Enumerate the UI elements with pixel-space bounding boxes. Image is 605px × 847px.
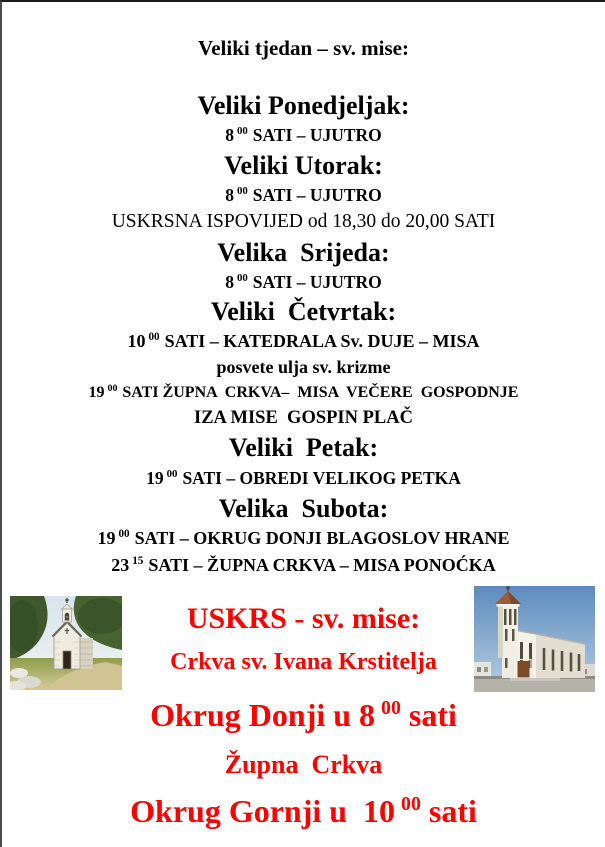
- hour-value: 23: [111, 555, 130, 575]
- friday-rites-time: [2, 464, 605, 492]
- hour-value: 10: [127, 331, 146, 351]
- time-text: SATI – UJUTRO: [252, 125, 382, 145]
- time-text: SATI – ŽUPNA CRKVA – MISA PONOĆKA: [148, 555, 496, 575]
- time-text: SATI – UJUTRO: [252, 272, 382, 292]
- thursday-cathedral-mass: [2, 328, 605, 354]
- minutes-superscript: 00: [401, 793, 421, 816]
- church-name-zupna-crkva: Župna Crkva: [224, 750, 383, 779]
- mass-text-end: sati: [408, 697, 457, 733]
- minutes-superscript: 00: [148, 331, 160, 343]
- saturday-blessing-time: [2, 525, 605, 552]
- mass-text: Okrug Donji u 8: [150, 697, 376, 733]
- heading-veliki-ponedjeljak: Veliki Ponedjeljak:: [197, 91, 410, 120]
- time-text: SATI ŽUPNA CRKVA– MISA VEČERE GOSPODNJE: [122, 384, 519, 401]
- mass-text: Okrug Gornji u 10: [130, 793, 396, 829]
- parish-church-photo: [474, 586, 595, 692]
- thursday-parish-mass: [2, 380, 605, 405]
- time-text: SATI – OKRUG DONJI BLAGOSLOV HRANE: [134, 528, 510, 548]
- heading-velika-srijeda: Velika Srijeda:: [217, 238, 390, 267]
- time-text: SATI – OBREDI VELIKOG PETKA: [182, 468, 461, 488]
- stone-chapel-photo: [10, 596, 122, 690]
- church-name-ivana-krstitelja: Crkva sv. Ivana Krstitelja: [170, 649, 437, 675]
- saturday-vigil-time: [2, 552, 605, 579]
- hour-value: 8: [225, 125, 234, 145]
- time-text: SATI – KATEDRALA Sv. DUJE – MISA: [164, 331, 480, 351]
- minutes-superscript: 00: [107, 382, 118, 394]
- heading-velika-subota: Velika Subota:: [218, 494, 389, 523]
- okrug-donji-mass-time: [2, 693, 605, 737]
- hour-value: 19: [88, 384, 105, 401]
- minutes-superscript: 00: [381, 697, 401, 720]
- hour-value: 19: [97, 528, 116, 548]
- hour-value: 19: [146, 468, 164, 488]
- okrug-gornji-mass-time: [2, 789, 605, 833]
- minutes-superscript: 00: [236, 125, 248, 138]
- easter-confession-line: USKRSNA ISPOVIJED od 18,30 do 20,00 SATI: [111, 211, 496, 232]
- time-text: SATI – UJUTRO: [252, 185, 382, 205]
- thursday-chrism-note: posvete ulja sv. krizme: [216, 357, 391, 377]
- page-title: Veliki tjedan – sv. mise:: [198, 36, 409, 60]
- hour-value: 8: [225, 185, 234, 205]
- minutes-superscript: 00: [118, 528, 130, 540]
- minutes-superscript: 00: [166, 468, 178, 481]
- heading-veliki-cetvrtak: Veliki Četvrtak:: [210, 297, 397, 326]
- minutes-superscript: 15: [132, 555, 144, 567]
- easter-title: USKRS - sv. mise:: [186, 602, 421, 635]
- hour-value: 8: [225, 272, 234, 292]
- heading-veliki-petak: Veliki Petak:: [228, 433, 379, 462]
- thursday-lament-note: IZA MISE GOSPIN PLAČ: [194, 408, 413, 428]
- wednesday-mass-time: [2, 269, 605, 295]
- heading-veliki-utorak: Veliki Utorak:: [224, 151, 383, 180]
- mass-text-end: sati: [428, 793, 477, 829]
- minutes-superscript: 00: [236, 185, 248, 198]
- tuesday-mass-time: [2, 182, 605, 208]
- minutes-superscript: 00: [236, 272, 248, 285]
- monday-mass-time: [2, 122, 605, 149]
